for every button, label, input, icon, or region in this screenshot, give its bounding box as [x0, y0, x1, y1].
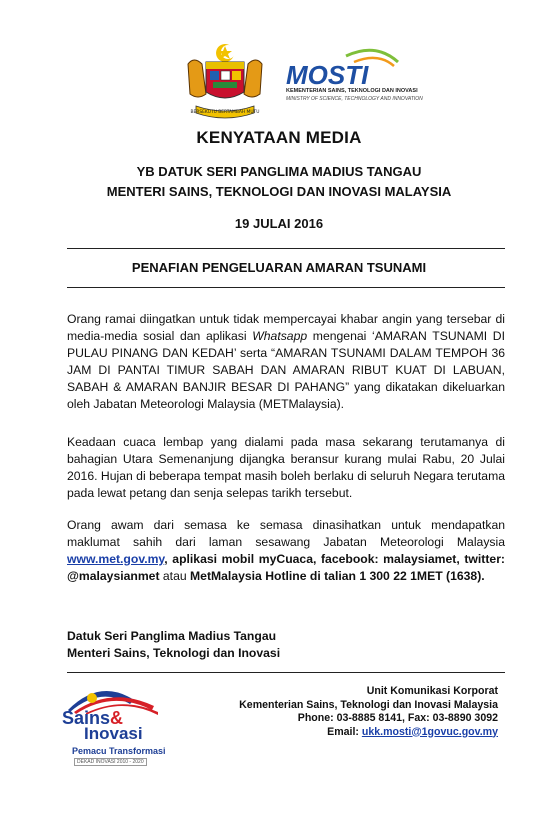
paragraph-rumor-warning: Orang ramai diingatkan untuk tidak mempercayai khabar angin yang tersebar di media-media sosial dan aplikasi Whatsapp mengenai ‘AMARAN TSUNAMI DI PULAU PINANG DAN KEDAH’ serta “AMARAN TSUNAMI DALAM TEMPOH 36 JAM DI PANTAI TIMUR SABAH DAN AMARAN RIBUT KUAT DI LABUAN, SABAH & AMARAN BANJIR BESAR DI PAHANG” yang dikatakan dikeluarkan oleh Jabatan Meteorologi Malaysia (METMalaysia). — [67, 312, 505, 411]
whatsapp-term: Whatsapp — [252, 329, 308, 343]
logo-word-sains: Sains — [62, 708, 111, 728]
divider-top — [67, 248, 505, 249]
divider-bottom — [67, 287, 505, 288]
mosti-subtitle-english: MINISTRY OF SCIENCE, TECHNOLOGY AND INNOVATION — [286, 96, 423, 102]
mosti-logo — [284, 48, 423, 108]
document-title: KENYATAAN MEDIA — [196, 128, 362, 147]
minister-line-1: YB DATUK SERI PANGLIMA MADIUS TANGAU — [136, 164, 422, 179]
footer-email-link[interactable]: ukk.mosti@1govuc.gov.my — [361, 725, 498, 738]
footer-email-row: Email: ukk.mosti@1govuc.gov.my — [327, 725, 498, 738]
paragraph-official-sources: Orang awam dari semasa ke semasa dinasihatkan untuk mendapatkan maklumat sahih dari laman sesawang Jabatan Meteorologi Malaysia www.met.gov.my, aplikasi mobil myCuaca, facebook: malaysiamet, twitter: @malaysianmet atau MetMalaysia Hotline di talian 1 300 22 1MET (1638). — [67, 518, 505, 583]
met-website-link[interactable]: www.met.gov.my — [67, 552, 165, 566]
signatory-position: Menteri Sains, Teknologi dan Inovasi — [67, 646, 281, 660]
footer-divider — [67, 672, 505, 673]
svg-text:BERSEKUTU BERTAMBAH MUTU: BERSEKUTU BERTAMBAH MUTU — [190, 110, 260, 115]
minister-line-2: MENTERI SAINS, TEKNOLOGI DAN INOVASI MALAYSIA — [106, 184, 452, 199]
logo-tagline: Pemacu Transformasi — [72, 746, 166, 756]
footer-unit: Unit Komunikasi Korporat — [366, 685, 498, 697]
logo-ampersand: & — [110, 708, 124, 728]
mosti-subtitle-malay: KEMENTERIAN SAINS, TEKNOLOGI DAN INOVASI — [286, 88, 418, 94]
signatory-name: Datuk Seri Panglima Madius Tangau — [67, 629, 277, 643]
release-date: 19 JULAI 2016 — [234, 216, 324, 231]
logo-decade: DEKAD INOVASI 2010 - 2020 — [74, 758, 147, 766]
malaysia-coat-of-arms-logo — [180, 42, 270, 120]
footer-ministry: Kementerian Sains, Teknologi dan Inovasi Malaysia — [239, 698, 498, 711]
paragraph-weather-outlook: Keadaan cuaca lembap yang dialami pada masa sekarang terutamanya di bahagian Utara Semenanjung dijangka beransur kurang mulai Rabu, 20 Julai 2016. Hujan di beberapa tempat masih boleh berlaku di seluruh Negara terutama pada lewat petang dan senja selepas tarikh tersebut. — [67, 435, 505, 500]
footer-phone: Phone: 03-8885 8141, Fax: 03-8890 3092 — [297, 712, 498, 724]
sains-inovasi-logo — [62, 682, 172, 772]
footer-contact — [239, 685, 498, 739]
logo-word-inovasi: Inovasi — [84, 724, 143, 743]
subject-heading: PENAFIAN PENGELUARAN AMARAN TSUNAMI — [131, 260, 427, 275]
svg-text:MOSTI: MOSTI — [286, 60, 369, 90]
